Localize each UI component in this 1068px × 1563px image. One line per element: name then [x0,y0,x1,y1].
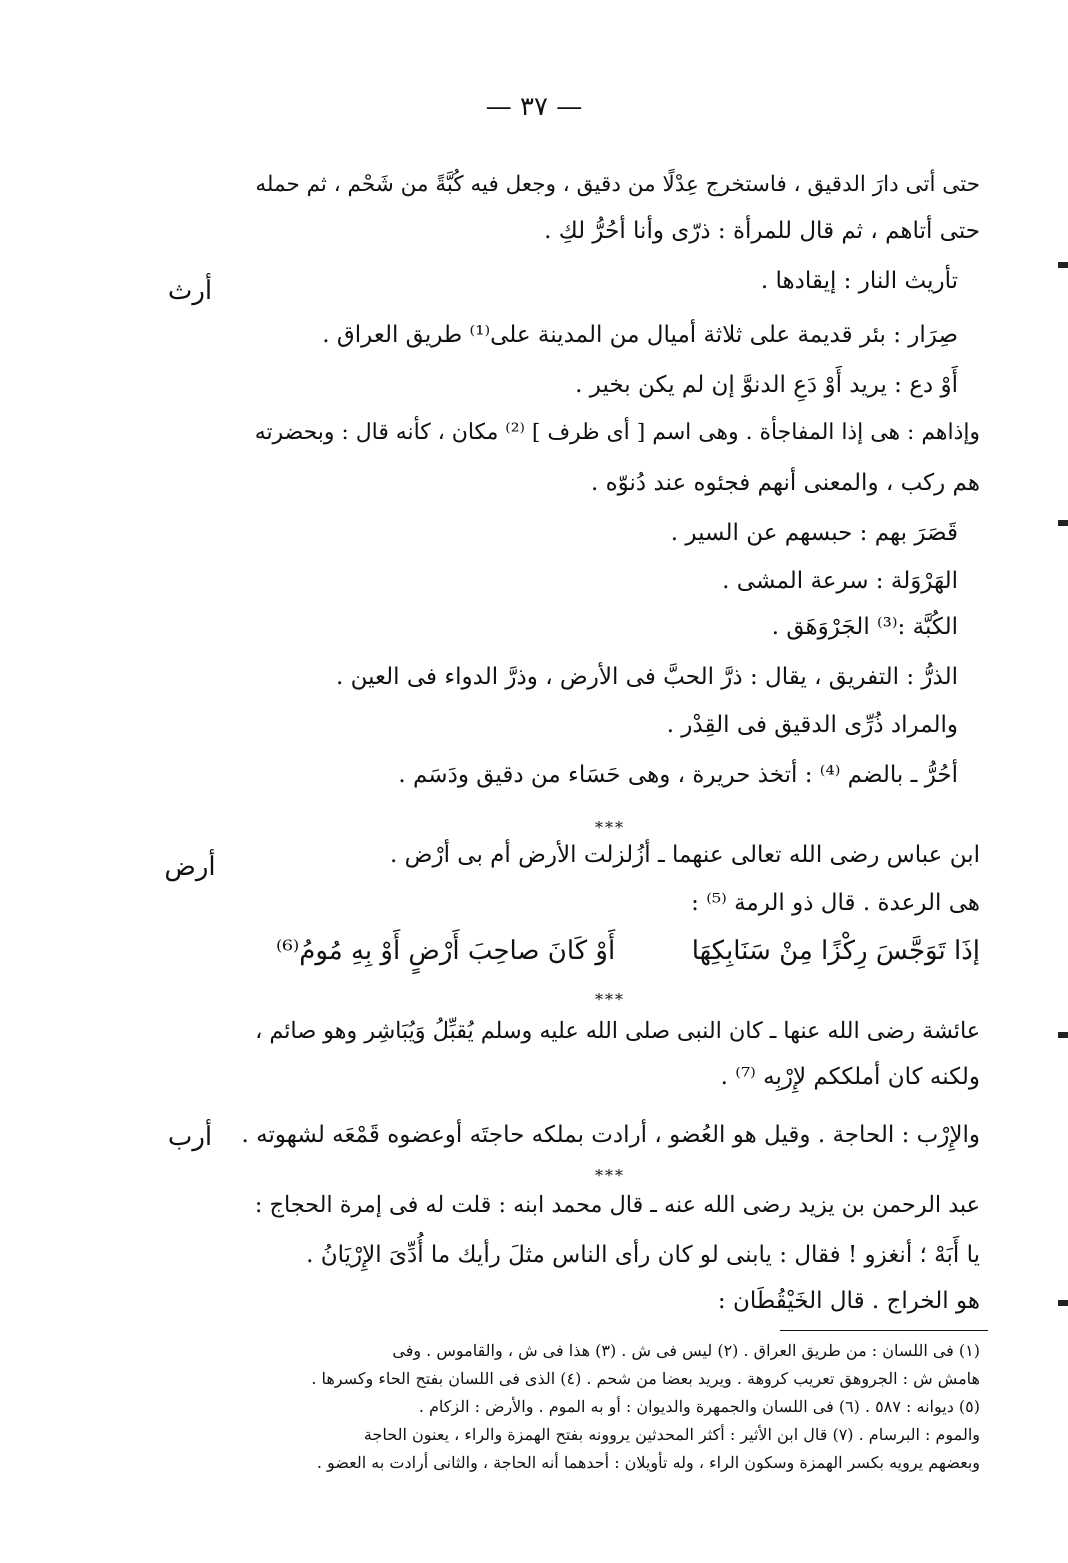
scan-edge-mark [1058,520,1068,526]
text-line: تأريث النار : إيقادها . [760,268,958,294]
text-line: الكُبَّة :⁽³⁾ الجَرْوَهَق . [771,614,958,640]
section-separator: *** [595,818,625,837]
verse-left-hemistich: أَوْ كَانَ صاحِبَ أَرْضٍ أَوْ بِهِ مُومُ⁽⁶⁾ [276,936,616,966]
poetry-verse [276,934,980,968]
margin-root-word: أرث [167,276,213,306]
footnote-line: (١) فى اللسان : من طريق العراق . (٢) ليس فى ش . (٣) هذا فى ش ، والقاموس . وفى [392,1341,980,1360]
text-line: هى الرعدة . قال ذو الرمة ⁽⁵⁾ : [691,890,980,916]
text-line: يا أَبَهْ ؛ أنغزو ! فقال : يابنى لو كان رأى الناس مثلَ رأيك ما أُدِّىَ الإِرْيَانُ . [306,1242,980,1268]
footnote-line: والموم : البرسام . (٧) قال ابن الأثير : أكثر المحدثين يروونه بفتح الهمزة والراء ، يعنون الحاجة [363,1425,980,1444]
section-separator: *** [595,990,625,1009]
text-line: ولكنه كان أملككم لإِرْبِه ⁽⁷⁾ . [720,1064,980,1090]
verse-right-hemistich: إذَا تَوَجَّسَ رِكْزًا مِنْ سَنَابِكِهَا [691,936,980,966]
text-line: الهَرْوَلة : سرعة المشى . [722,568,958,594]
text-line: صِرَار : بئر قديمة على ثلاثة أميال من المدينة على⁽¹⁾ طريق العراق . [322,322,958,348]
text-line: هو الخراج . قال الخَيْقُطَان : [717,1288,980,1314]
text-line: ابن عباس رضى الله تعالى عنهما ـ أزُلزلت الأرض أم بى أرْض . [390,842,980,868]
section-separator: *** [595,1166,625,1185]
text-line: هم ركب ، والمعنى أنهم فجئوه عند دُنوّه . [590,470,980,496]
page-number: — ٣٧ — [485,92,583,122]
footnote-rule [780,1330,988,1331]
text-line: أحُرُّ ـ بالضم ⁽⁴⁾ : أتخذ حريرة ، وهى حَسَاء من دقيق ودَسَم . [398,762,958,788]
text-line: أَوْ دع : يريد أَوْ دَعِ الدنوَّ إن لم يكن بخير . [575,372,958,398]
text-line: والإِرْب : الحاجة . وقيل هو العُضو ، أرادت بملكه حاجتَه أوعضوه قَمْعَه لشهوته . [241,1122,980,1148]
scan-edge-mark [1058,262,1068,268]
text-line: والمراد ذُرِّى الدقيق فى القِدْر . [666,712,958,738]
text-line: الذرُّ : التفريق ، يقال : ذرَّ الحبَّ فى الأرض ، وذرَّ الدواء فى العين . [335,664,958,690]
scan-edge-mark [1058,1300,1068,1306]
margin-root-word: أرب [167,1122,213,1152]
text-line: عبد الرحمن بن يزيد رضى الله عنه ـ قال محمد ابنه : قلت له فى إمرة الحجاج : [254,1192,980,1218]
text-line: حتى أتى دارَ الدقيق ، فاستخرج عِدْلًا من دقيق ، وجعل فيه كُبَّةً من شَحْم ، ثم حمله [255,172,980,197]
scan-edge-mark [1058,1032,1068,1038]
footnote-line: وبعضهم يرويه بكسر الهمزة وسكون الراء ، وله تأويلان : أحدهما أنه الحاجة ، والثانى أرادت به العضو . [316,1453,980,1472]
footnote-line: هامش ش : الجروهق تعريب كروهة . ويريد بعضا من شحم . (٤) الذى فى اللسان بفتح الحاء وكسرها . [311,1369,980,1388]
text-line: وإذاهم : هى إذا المفاجأة . وهى اسم [ أى ظرف ] ⁽²⁾ مكان ، كأنه قال : وبحضرته [254,420,980,445]
footnote-line: (٥) ديوانه : ٥٨٧ . (٦) فى اللسان والجمهرة والديوان : أو به الموم . والأرض : الزكام . [418,1397,980,1416]
margin-root-word: أرض [164,852,216,882]
text-line: عائشة رضى الله عنها ـ كان النبى صلى الله عليه وسلم يُقبِّلُ وَيُبَاشِر وهو صائم ، [255,1018,980,1044]
text-line: حتى أتاهم ، ثم قال للمرأة : ذرّى وأنا أحُرُّ لكِ . [544,218,980,244]
text-line: قَصَرَ بهم : حبسهم عن السير . [670,520,958,546]
